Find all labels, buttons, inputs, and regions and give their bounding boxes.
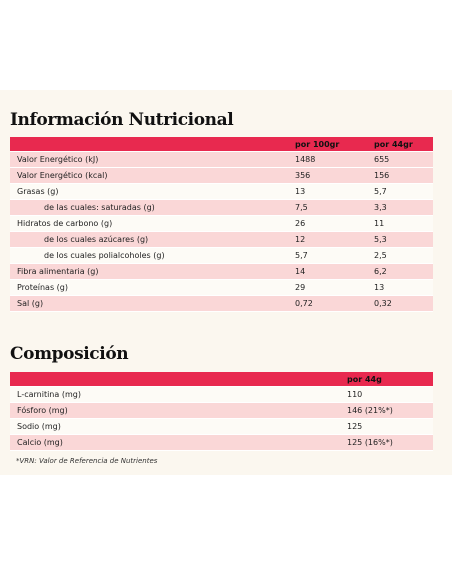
table-row <box>10 184 433 200</box>
footnote: *VRN: Valor de Referencia de Nutrientes <box>16 457 158 465</box>
row-spacer <box>261 419 340 435</box>
composition-title: Composición <box>10 344 129 364</box>
row-label: Fibra alimentaria (g) <box>10 264 288 280</box>
row-label: de los cuales azúcares (g) <box>10 232 288 248</box>
row-per100: 13 <box>288 184 367 200</box>
table-row <box>10 403 433 419</box>
row-per100: 356 <box>288 168 367 184</box>
table-row <box>10 248 433 264</box>
row-per44: 5,7 <box>367 184 433 200</box>
row-per44: 156 <box>367 168 433 184</box>
table-row <box>10 387 433 403</box>
nutrition-title: Información Nutricional <box>10 110 234 130</box>
table-row <box>10 419 433 435</box>
row-per100: 26 <box>288 216 367 232</box>
table-row <box>10 296 433 312</box>
composition-table <box>10 372 433 451</box>
row-label: Sal (g) <box>10 296 288 312</box>
header-cell-per100: por 100gr <box>288 137 367 152</box>
row-per44: 2,5 <box>367 248 433 264</box>
nutrition-table <box>10 137 433 312</box>
header-cell-spacer <box>261 372 340 387</box>
row-spacer <box>261 403 340 419</box>
table-row <box>10 152 433 168</box>
table-row <box>10 435 433 451</box>
header-cell-label <box>10 372 261 387</box>
header-cell-per44: por 44gr <box>367 137 433 152</box>
table-row <box>10 168 433 184</box>
row-per100: 0,72 <box>288 296 367 312</box>
row-per44: 3,3 <box>367 200 433 216</box>
row-spacer <box>261 435 340 451</box>
row-value: 125 <box>340 419 433 435</box>
table-row <box>10 216 433 232</box>
row-label: L-carnitina (mg) <box>10 387 261 403</box>
row-label: Calcio (mg) <box>10 435 261 451</box>
table-row <box>10 200 433 216</box>
row-per100: 1488 <box>288 152 367 168</box>
row-value: 125 (16%*) <box>340 435 433 451</box>
row-value: 110 <box>340 387 433 403</box>
row-value: 146 (21%*) <box>340 403 433 419</box>
row-per100: 12 <box>288 232 367 248</box>
table-row <box>10 232 433 248</box>
row-per100: 7,5 <box>288 200 367 216</box>
row-label: Sodio (mg) <box>10 419 261 435</box>
row-per44: 6,2 <box>367 264 433 280</box>
row-label: de las cuales: saturadas (g) <box>10 200 288 216</box>
composition-table-header <box>10 372 433 387</box>
row-per44: 655 <box>367 152 433 168</box>
row-per44: 0,32 <box>367 296 433 312</box>
row-label: Fósforo (mg) <box>10 403 261 419</box>
row-label: de los cuales polialcoholes (g) <box>10 248 288 264</box>
row-per100: 5,7 <box>288 248 367 264</box>
row-per44: 13 <box>367 280 433 296</box>
row-label: Hidratos de carbono (g) <box>10 216 288 232</box>
row-per44: 5,3 <box>367 232 433 248</box>
table-row <box>10 280 433 296</box>
row-label: Valor Energético (kcal) <box>10 168 288 184</box>
row-spacer <box>261 387 340 403</box>
row-per100: 29 <box>288 280 367 296</box>
row-label: Grasas (g) <box>10 184 288 200</box>
table-row <box>10 264 433 280</box>
header-cell-label <box>10 137 288 152</box>
row-per100: 14 <box>288 264 367 280</box>
row-per44: 11 <box>367 216 433 232</box>
row-label: Valor Energético (kJ) <box>10 152 288 168</box>
header-cell-per44: por 44g <box>340 372 433 387</box>
row-label: Proteínas (g) <box>10 280 288 296</box>
nutrition-table-header <box>10 137 433 152</box>
